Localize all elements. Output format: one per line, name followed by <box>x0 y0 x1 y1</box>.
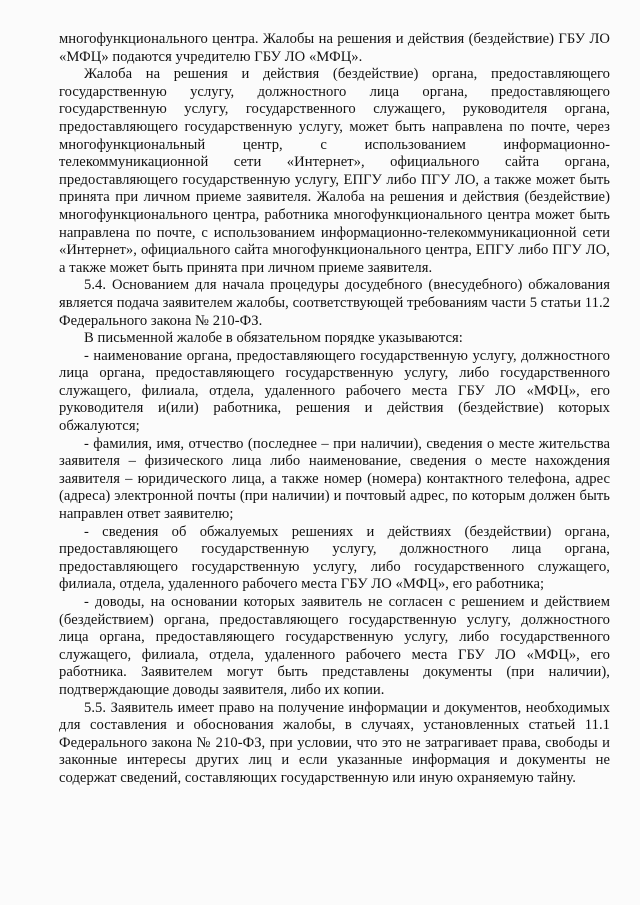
paragraph-5-5: 5.5. Заявитель имеет право на получение информации и документов, необходимых для составления и обоснования жалобы, в случаях, установленных статьей 11.1 Федерального закона № 210-ФЗ, при условии, что это не затрагивает права, свободы и законные интересы других лиц и если указанные информация и документы не содержат сведений, составляющих государственную или иную охраняемую тайну. <box>59 699 610 786</box>
paragraph-5-4: 5.4. Основанием для начала процедуры досудебного (внесудебного) обжалования является подача заявителем жалобы, соответствующей требованиям части 5 статьи 11.2 Федерального закона № 210-ФЗ. <box>59 277 610 329</box>
list-item-appealed-decisions: - сведения об обжалуемых решениях и действиях (бездействии) органа, предоставляющего государственную услугу, должностного лица органа, предоставляющего государственную услугу, либо государственного служащего, филиала, отдела, удаленного рабочего места ГБУ ЛО «МФЦ», его работника; <box>59 523 610 593</box>
list-item-organ-name: - наименование органа, предоставляющего государственную услугу, должностного лица органа, предоставляющего государственную услугу, либо государственного служащего, филиала, отдела, удаленного рабочего места ГБУ ЛО «МФЦ», его руководителя и(или) работника, решения и действия (бездействие) которых обжалуются; <box>59 347 610 435</box>
list-item-applicant-details: - фамилия, имя, отчество (последнее – при наличии), сведения о месте жительства заявителя – физического лица либо наименование, сведения о месте нахождения заявителя – юридического лица, а также номер (номера) контактного телефона, адрес (адреса) электронной почты (при наличии) и почтовый адрес, по которым должен быть направлен ответ заявителю; <box>59 435 610 523</box>
paragraph-complaint-submission: Жалоба на решения и действия (бездействие) органа, предоставляющего государственную услугу, должностного лица органа, предоставляющего государственную услугу, государственного служащего, руководителя органа, предоставляющего государственную услугу, может быть направлена по почте, через многофункциональный центр, с использованием информационно-телекоммуникационной сети «Интернет», официального сайта органа, предоставляющего государственную услугу, ЕПГУ либо ПГУ ЛО, а также может быть принята при личном приеме заявителя. Жалоба на решения и действия (бездействие) многофункционального центра, работника многофункционального центра может быть направлена по почте, с использованием информационно-телекоммуникационной сети «Интернет», официального сайта многофункционального центра, ЕПГУ либо ПГУ ЛО, а также может быть принята при личном приеме заявителя. <box>59 66 610 276</box>
list-item-arguments: - доводы, на основании которых заявитель не согласен с решением и действием (бездействием) органа, предоставляющего государственную услугу, должностного лица органа, предоставляющего государственную услугу, либо государственного служащего, филиала, отдела, удаленного рабочего места ГБУ ЛО «МФЦ», его работника. Заявителем могут быть представлены документы (при наличии), подтверждающие доводы заявителя, либо их копии. <box>59 594 610 698</box>
document-body <box>59 31 610 788</box>
paragraph-complaints-intro: многофункционального центра. Жалобы на решения и действия (бездействие) ГБУ ЛО «МФЦ» подаются учредителю ГБУ ЛО «МФЦ». <box>59 31 610 65</box>
paragraph-required-items: В письменной жалобе в обязательном порядке указываются: <box>84 330 463 347</box>
